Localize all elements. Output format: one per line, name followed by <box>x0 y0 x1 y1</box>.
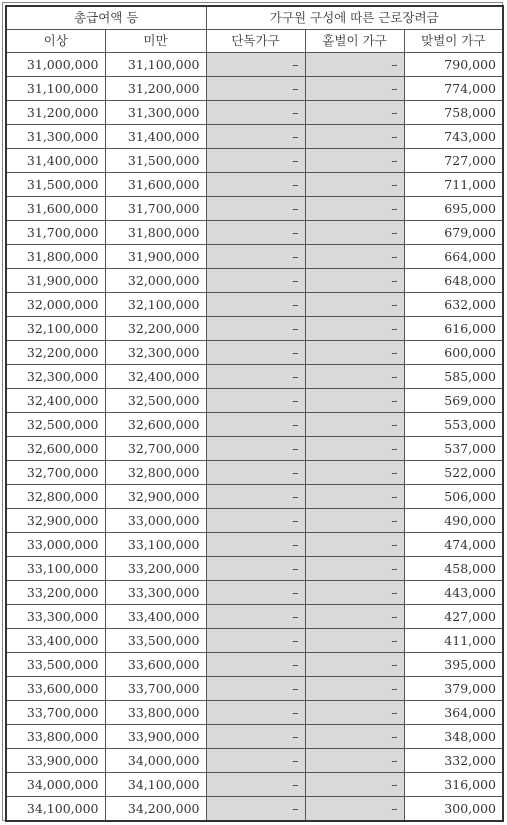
cell-dual-earner: 364,000 <box>404 701 503 725</box>
cell-single-earner: – <box>305 605 404 629</box>
cell-single: – <box>206 581 305 605</box>
cell-dual-earner: 316,000 <box>404 773 503 797</box>
cell-max: 32,400,000 <box>105 365 206 389</box>
cell-single: – <box>206 389 305 413</box>
cell-single: – <box>206 677 305 701</box>
cell-single-earner: – <box>305 629 404 653</box>
cell-min: 33,700,000 <box>6 701 105 725</box>
cell-min: 31,600,000 <box>6 197 105 221</box>
cell-max: 33,200,000 <box>105 557 206 581</box>
cell-max: 33,700,000 <box>105 677 206 701</box>
cell-dual-earner: 506,000 <box>404 485 503 509</box>
cell-max: 32,800,000 <box>105 461 206 485</box>
cell-single-earner: – <box>305 533 404 557</box>
cell-min: 33,500,000 <box>6 653 105 677</box>
cell-single: – <box>206 701 305 725</box>
cell-single: – <box>206 413 305 437</box>
cell-dual-earner: 395,000 <box>404 653 503 677</box>
cell-single: – <box>206 173 305 197</box>
cell-single: – <box>206 197 305 221</box>
cell-single: – <box>206 533 305 557</box>
cell-dual-earner: 490,000 <box>404 509 503 533</box>
cell-dual-earner: 790,000 <box>404 53 503 77</box>
cell-dual-earner: 474,000 <box>404 533 503 557</box>
table-row <box>6 101 503 125</box>
cell-max: 32,600,000 <box>105 413 206 437</box>
cell-single-earner: – <box>305 389 404 413</box>
table-row <box>6 413 503 437</box>
cell-min: 33,000,000 <box>6 533 105 557</box>
cell-single: – <box>206 149 305 173</box>
cell-single-earner: – <box>305 341 404 365</box>
cell-dual-earner: 443,000 <box>404 581 503 605</box>
cell-single: – <box>206 605 305 629</box>
table-row <box>6 461 503 485</box>
cell-dual-earner: 569,000 <box>404 389 503 413</box>
cell-max: 32,900,000 <box>105 485 206 509</box>
cell-dual-earner: 695,000 <box>404 197 503 221</box>
table-row <box>6 725 503 749</box>
cell-single-earner: – <box>305 221 404 245</box>
header-income-group: 총급여액 등 <box>6 6 206 30</box>
cell-min: 31,100,000 <box>6 77 105 101</box>
table-row <box>6 749 503 773</box>
cell-min: 33,800,000 <box>6 725 105 749</box>
cell-max: 33,400,000 <box>105 605 206 629</box>
table-row <box>6 773 503 797</box>
cell-max: 32,300,000 <box>105 341 206 365</box>
cell-max: 31,600,000 <box>105 173 206 197</box>
cell-min: 32,300,000 <box>6 365 105 389</box>
cell-dual-earner: 458,000 <box>404 557 503 581</box>
table-row <box>6 797 503 822</box>
cell-dual-earner: 664,000 <box>404 245 503 269</box>
cell-single: – <box>206 101 305 125</box>
cell-max: 33,500,000 <box>105 629 206 653</box>
cell-single-earner: – <box>305 461 404 485</box>
table-row <box>6 437 503 461</box>
cell-single-earner: – <box>305 677 404 701</box>
cell-min: 31,800,000 <box>6 245 105 269</box>
cell-max: 31,900,000 <box>105 245 206 269</box>
table-row <box>6 701 503 725</box>
cell-max: 32,100,000 <box>105 293 206 317</box>
cell-single-earner: – <box>305 53 404 77</box>
cell-min: 31,400,000 <box>6 149 105 173</box>
table-row <box>6 197 503 221</box>
cell-single-earner: – <box>305 125 404 149</box>
table-row <box>6 605 503 629</box>
cell-max: 31,100,000 <box>105 53 206 77</box>
cell-min: 33,600,000 <box>6 677 105 701</box>
cell-max: 33,000,000 <box>105 509 206 533</box>
table-row <box>6 293 503 317</box>
cell-single-earner: – <box>305 797 404 822</box>
header-max: 미만 <box>105 30 206 53</box>
header-row-group <box>6 6 503 30</box>
table-body <box>6 53 503 822</box>
cell-single-earner: – <box>305 197 404 221</box>
cell-single: – <box>206 365 305 389</box>
cell-max: 32,700,000 <box>105 437 206 461</box>
cell-max: 33,800,000 <box>105 701 206 725</box>
cell-single-earner: – <box>305 293 404 317</box>
table-row <box>6 77 503 101</box>
cell-dual-earner: 616,000 <box>404 317 503 341</box>
table-row <box>6 509 503 533</box>
cell-min: 32,400,000 <box>6 389 105 413</box>
header-single: 단독가구 <box>206 30 305 53</box>
cell-single: – <box>206 749 305 773</box>
cell-single-earner: – <box>305 581 404 605</box>
cell-dual-earner: 774,000 <box>404 77 503 101</box>
cell-max: 33,900,000 <box>105 725 206 749</box>
cell-dual-earner: 711,000 <box>404 173 503 197</box>
table-row <box>6 581 503 605</box>
cell-min: 31,000,000 <box>6 53 105 77</box>
cell-max: 32,000,000 <box>105 269 206 293</box>
table-row <box>6 365 503 389</box>
cell-min: 33,100,000 <box>6 557 105 581</box>
cell-max: 31,400,000 <box>105 125 206 149</box>
cell-single: – <box>206 509 305 533</box>
cell-max: 31,500,000 <box>105 149 206 173</box>
cell-single-earner: – <box>305 317 404 341</box>
cell-single: – <box>206 725 305 749</box>
table-row <box>6 149 503 173</box>
cell-single: – <box>206 77 305 101</box>
table-row <box>6 53 503 77</box>
cell-dual-earner: 727,000 <box>404 149 503 173</box>
cell-min: 31,300,000 <box>6 125 105 149</box>
table-row <box>6 629 503 653</box>
cell-dual-earner: 379,000 <box>404 677 503 701</box>
cell-single-earner: – <box>305 773 404 797</box>
cell-dual-earner: 522,000 <box>404 461 503 485</box>
cell-min: 32,800,000 <box>6 485 105 509</box>
cell-max: 33,600,000 <box>105 653 206 677</box>
cell-single: – <box>206 245 305 269</box>
cell-single: – <box>206 341 305 365</box>
cell-single-earner: – <box>305 365 404 389</box>
cell-min: 33,400,000 <box>6 629 105 653</box>
cell-single-earner: – <box>305 749 404 773</box>
cell-max: 32,500,000 <box>105 389 206 413</box>
cell-single: – <box>206 653 305 677</box>
cell-single-earner: – <box>305 149 404 173</box>
cell-single-earner: – <box>305 173 404 197</box>
table-row <box>6 317 503 341</box>
cell-dual-earner: 585,000 <box>404 365 503 389</box>
cell-single: – <box>206 461 305 485</box>
cell-dual-earner: 332,000 <box>404 749 503 773</box>
cell-single-earner: – <box>305 557 404 581</box>
table-row <box>6 173 503 197</box>
cell-max: 34,000,000 <box>105 749 206 773</box>
cell-single: – <box>206 797 305 822</box>
cell-dual-earner: 648,000 <box>404 269 503 293</box>
table-header <box>6 6 503 53</box>
cell-min: 32,000,000 <box>6 293 105 317</box>
cell-min: 31,500,000 <box>6 173 105 197</box>
cell-dual-earner: 300,000 <box>404 797 503 822</box>
cell-min: 32,600,000 <box>6 437 105 461</box>
table-row <box>6 557 503 581</box>
table-row <box>6 389 503 413</box>
cell-max: 32,200,000 <box>105 317 206 341</box>
header-dual-earner: 맞벌이 가구 <box>404 30 503 53</box>
cell-dual-earner: 427,000 <box>404 605 503 629</box>
cell-single: – <box>206 53 305 77</box>
cell-dual-earner: 553,000 <box>404 413 503 437</box>
cell-min: 32,200,000 <box>6 341 105 365</box>
cell-single: – <box>206 317 305 341</box>
header-single-earner: 홑벌이 가구 <box>305 30 404 53</box>
cell-single: – <box>206 485 305 509</box>
table-row <box>6 677 503 701</box>
cell-single-earner: – <box>305 653 404 677</box>
cell-max: 31,800,000 <box>105 221 206 245</box>
cell-dual-earner: 537,000 <box>404 437 503 461</box>
cell-max: 31,300,000 <box>105 101 206 125</box>
header-row-columns <box>6 30 503 53</box>
cell-min: 32,700,000 <box>6 461 105 485</box>
cell-dual-earner: 679,000 <box>404 221 503 245</box>
cell-single-earner: – <box>305 485 404 509</box>
cell-single-earner: – <box>305 101 404 125</box>
cell-single-earner: – <box>305 269 404 293</box>
cell-single-earner: – <box>305 725 404 749</box>
table-row <box>6 533 503 557</box>
table-row <box>6 269 503 293</box>
cell-single-earner: – <box>305 437 404 461</box>
cell-max: 33,300,000 <box>105 581 206 605</box>
table-row <box>6 341 503 365</box>
cell-min: 33,300,000 <box>6 605 105 629</box>
cell-dual-earner: 600,000 <box>404 341 503 365</box>
cell-min: 32,900,000 <box>6 509 105 533</box>
cell-single: – <box>206 221 305 245</box>
cell-dual-earner: 743,000 <box>404 125 503 149</box>
cell-max: 31,200,000 <box>105 77 206 101</box>
table-row <box>6 245 503 269</box>
cell-min: 31,200,000 <box>6 101 105 125</box>
cell-min: 33,200,000 <box>6 581 105 605</box>
cell-min: 34,100,000 <box>6 797 105 822</box>
cell-single: – <box>206 125 305 149</box>
header-credit-group: 가구원 구성에 따른 근로장려금 <box>206 6 503 30</box>
cell-max: 34,200,000 <box>105 797 206 822</box>
cell-single-earner: – <box>305 701 404 725</box>
cell-single: – <box>206 437 305 461</box>
table-row <box>6 485 503 509</box>
cell-dual-earner: 348,000 <box>404 725 503 749</box>
table-row <box>6 125 503 149</box>
cell-max: 31,700,000 <box>105 197 206 221</box>
cell-min: 33,900,000 <box>6 749 105 773</box>
cell-min: 31,700,000 <box>6 221 105 245</box>
cell-dual-earner: 411,000 <box>404 629 503 653</box>
cell-max: 34,100,000 <box>105 773 206 797</box>
cell-single-earner: – <box>305 413 404 437</box>
cell-min: 31,900,000 <box>6 269 105 293</box>
cell-min: 34,000,000 <box>6 773 105 797</box>
table-row <box>6 653 503 677</box>
cell-dual-earner: 632,000 <box>404 293 503 317</box>
credit-table <box>5 5 504 822</box>
cell-dual-earner: 758,000 <box>404 101 503 125</box>
cell-min: 32,100,000 <box>6 317 105 341</box>
cell-single: – <box>206 773 305 797</box>
cell-single-earner: – <box>305 77 404 101</box>
cell-single: – <box>206 629 305 653</box>
table-row <box>6 221 503 245</box>
cell-single-earner: – <box>305 509 404 533</box>
cell-single-earner: – <box>305 245 404 269</box>
cell-single: – <box>206 293 305 317</box>
cell-single: – <box>206 269 305 293</box>
cell-max: 33,100,000 <box>105 533 206 557</box>
cell-min: 32,500,000 <box>6 413 105 437</box>
header-min: 이상 <box>6 30 105 53</box>
cell-single: – <box>206 557 305 581</box>
